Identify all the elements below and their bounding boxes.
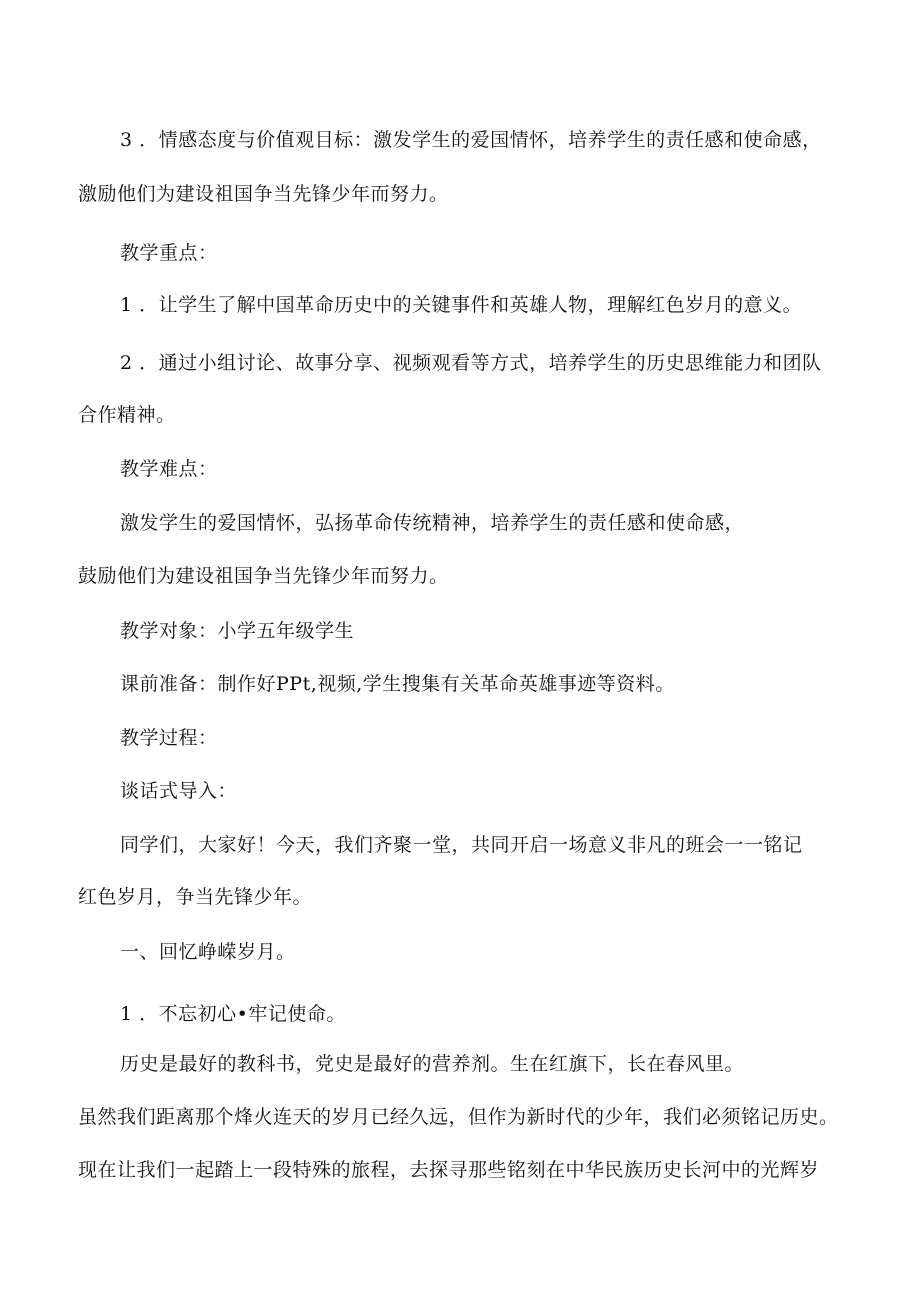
difficulties-heading: 教学难点： <box>120 458 218 480</box>
key-points-heading: 教学重点： <box>120 242 218 264</box>
intro-line1: 同学们，大家好！今天，我们齐聚一堂，共同开启一场意义非凡的班会一一铭记 <box>120 834 803 856</box>
difficulty-line1: 激发学生的爱国情怀，弘扬革命传统精神，培养学生的责任感和使命感， <box>120 512 745 534</box>
teaching-target: 教学对象：小学五年级学生 <box>120 620 355 642</box>
objective3-line1: 3 ．情感态度与价值观目标：激发学生的爱国情怀，培养学生的责任感和使命感， <box>120 129 822 151</box>
paragraph1-line1: 历史是最好的教科书，党史是最好的营养剂。生在红旗下，长在春风里。 <box>120 1053 745 1075</box>
subsection1-heading: 1 ．不忘初心•牢记使命。 <box>120 1003 346 1025</box>
paragraph1-line2: 虽然我们距离那个烽火连天的岁月已经久远，但作为新时代的少年，我们必须铭记历史。 <box>78 1106 839 1128</box>
paragraph1-line3: 现在让我们一起踏上一段特殊的旅程，去探寻那些铭刻在中华民族历史长河中的光辉岁 <box>78 1159 820 1181</box>
key-point-2-line1: 2 ．通过小组讨论、故事分享、视频观看等方式，培养学生的历史思维能力和团队 <box>120 352 822 374</box>
difficulty-line2: 鼓励他们为建设祖国争当先锋少年而努力。 <box>78 565 449 587</box>
preparation: 课前准备：制作好PPt,视频,学生搜集有关革命英雄事迹等资料。 <box>120 673 675 695</box>
process-heading: 教学过程： <box>120 727 218 749</box>
intro-heading: 谈话式导入： <box>120 780 238 802</box>
section1-heading: 一、回忆峥嵘岁月。 <box>120 941 296 963</box>
objective3-line2: 激励他们为建设祖国争当先锋少年而努力。 <box>78 183 449 205</box>
key-point-2-line2: 合作精神。 <box>78 404 176 426</box>
intro-line2: 红色岁月，争当先锋少年。 <box>78 886 313 908</box>
key-point-1: 1 ．让学生了解中国革命历史中的关键事件和英雄人物，理解红色岁月的意义。 <box>120 294 803 316</box>
